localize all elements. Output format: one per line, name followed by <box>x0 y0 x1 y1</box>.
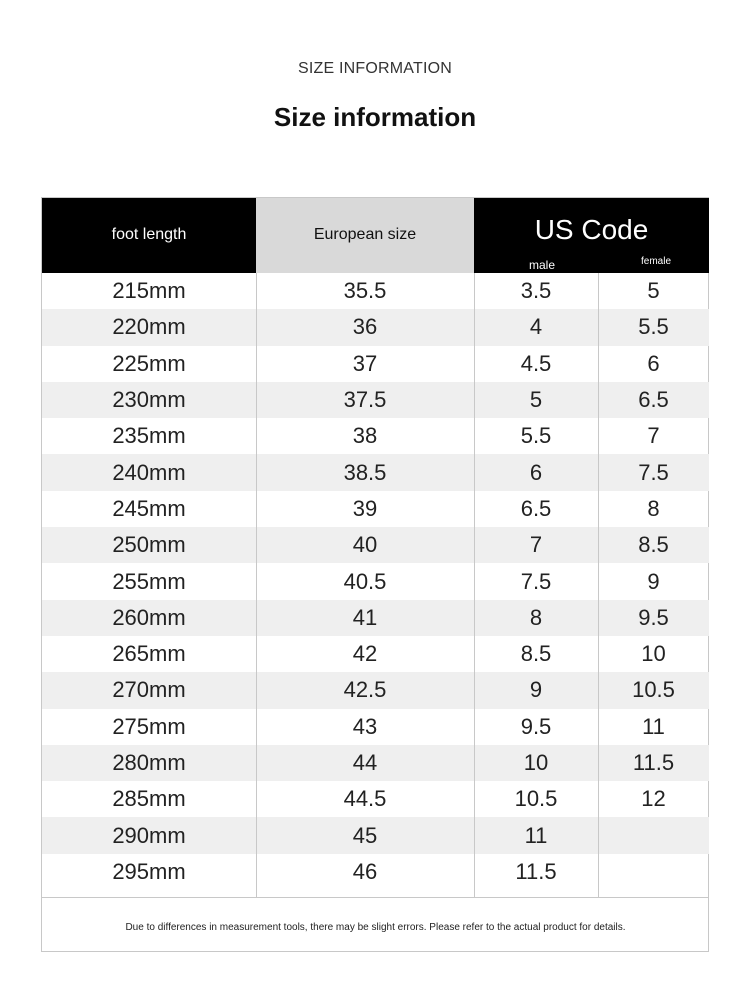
us-male-cell: 4 <box>529 314 543 340</box>
us-female-cell: 7 <box>647 423 660 449</box>
foot-length-cell: 245mm <box>112 495 186 521</box>
column-divider <box>474 273 475 897</box>
header-us-female-label: female <box>641 256 672 267</box>
table-row <box>42 382 709 418</box>
us-female-cell: 6 <box>647 350 660 376</box>
european-size-cell: 40.5 <box>343 568 387 594</box>
foot-length-cell: 255mm <box>112 568 186 594</box>
table-row <box>42 854 709 890</box>
us-male-cell: 9 <box>529 677 543 703</box>
european-size-cell: 45 <box>352 822 378 848</box>
us-male-cell: 7.5 <box>520 568 552 594</box>
european-size-cell: 36 <box>352 314 378 340</box>
european-size-cell: 35.5 <box>343 278 387 304</box>
us-female-cell: 12 <box>641 786 666 812</box>
us-female-cell: 9 <box>647 568 660 594</box>
foot-length-cell: 285mm <box>112 786 186 812</box>
size-table <box>41 197 709 952</box>
table-row <box>42 600 709 636</box>
table-row <box>42 454 709 490</box>
us-male-cell: 4.5 <box>520 350 552 376</box>
table-row <box>42 563 709 599</box>
us-male-cell: 8 <box>529 604 543 630</box>
us-female-cell: 7.5 <box>638 459 669 485</box>
table-row <box>42 491 709 527</box>
foot-length-cell: 295mm <box>112 858 186 884</box>
disclaimer-note: Due to differences in measurement tools, there may be slight errors. Please refer to the actual product for details. <box>125 922 626 933</box>
european-size-cell: 38 <box>352 423 378 449</box>
us-female-cell <box>598 854 709 890</box>
header-european-size-label: European size <box>313 226 417 243</box>
column-divider <box>256 273 257 897</box>
us-male-cell: 11 <box>524 822 548 848</box>
header-us-code <box>474 198 709 273</box>
table-row <box>42 781 709 817</box>
us-male-cell: 6 <box>529 459 543 485</box>
european-size-cell: 40 <box>352 532 378 558</box>
european-size-cell: 43 <box>352 713 378 739</box>
us-male-cell: 5 <box>529 387 543 413</box>
foot-length-cell: 220mm <box>112 314 186 340</box>
us-female-cell <box>598 817 709 853</box>
table-row <box>42 418 709 454</box>
us-female-cell: 5.5 <box>638 314 669 340</box>
foot-length-cell: 290mm <box>112 822 186 848</box>
us-female-cell: 8 <box>647 495 660 521</box>
european-size-cell: 44 <box>352 750 378 775</box>
european-size-cell: 42.5 <box>343 677 387 703</box>
table-row <box>42 346 709 382</box>
foot-length-cell: 240mm <box>112 459 186 485</box>
european-size-cell: 39 <box>352 495 378 521</box>
table-row <box>42 636 709 672</box>
european-size-cell: 46 <box>352 858 378 884</box>
table-row <box>42 672 709 708</box>
us-female-cell: 11 <box>642 713 665 739</box>
us-female-cell: 10.5 <box>632 677 675 703</box>
european-size-cell: 42 <box>352 641 378 667</box>
european-size-cell: 37.5 <box>343 387 387 413</box>
foot-length-cell: 260mm <box>112 604 186 630</box>
us-male-cell: 9.5 <box>520 713 552 739</box>
us-male-cell: 10 <box>523 750 549 775</box>
column-divider <box>598 273 599 897</box>
us-male-cell: 5.5 <box>520 423 552 449</box>
foot-length-cell: 215mm <box>112 278 186 304</box>
foot-length-cell: 230mm <box>112 387 186 413</box>
us-female-cell: 5 <box>647 278 660 304</box>
us-male-cell: 7 <box>529 532 543 558</box>
header-foot-length-label: foot length <box>111 226 187 243</box>
us-female-cell: 6.5 <box>638 387 669 413</box>
us-female-cell: 11.5 <box>632 750 675 775</box>
table-row <box>42 309 709 345</box>
header-us-male-label: male <box>529 258 556 272</box>
foot-length-cell: 235mm <box>112 423 186 449</box>
page-overline: SIZE INFORMATION <box>297 60 452 77</box>
european-size-cell: 41 <box>352 604 378 630</box>
header-us-code-label: US Code <box>534 214 649 245</box>
us-female-cell: 10 <box>641 641 666 667</box>
foot-length-cell: 225mm <box>112 350 186 376</box>
table-row <box>42 817 709 853</box>
table-row <box>42 709 709 745</box>
foot-length-cell: 275mm <box>112 713 186 739</box>
us-male-cell: 6.5 <box>520 495 552 521</box>
european-size-cell: 44.5 <box>343 786 387 812</box>
european-size-cell: 38.5 <box>343 459 387 485</box>
foot-length-cell: 270mm <box>112 677 186 703</box>
table-row <box>42 745 709 781</box>
header-european-size <box>256 198 474 273</box>
us-female-cell: 9.5 <box>638 604 669 630</box>
us-male-cell: 8.5 <box>520 641 552 667</box>
page-title: Size information <box>273 102 477 132</box>
table-body <box>42 273 709 890</box>
us-female-cell: 8.5 <box>638 532 669 558</box>
european-size-cell: 37 <box>352 350 378 376</box>
us-male-cell: 3.5 <box>520 278 552 304</box>
foot-length-cell: 265mm <box>112 641 186 667</box>
header-foot-length <box>42 198 256 273</box>
table-row <box>42 273 709 309</box>
foot-length-cell: 280mm <box>112 750 186 775</box>
us-male-cell: 11.5 <box>515 858 557 884</box>
us-male-cell: 10.5 <box>514 786 558 812</box>
table-row <box>42 527 709 563</box>
foot-length-cell: 250mm <box>112 532 186 558</box>
footer-divider <box>42 897 709 898</box>
